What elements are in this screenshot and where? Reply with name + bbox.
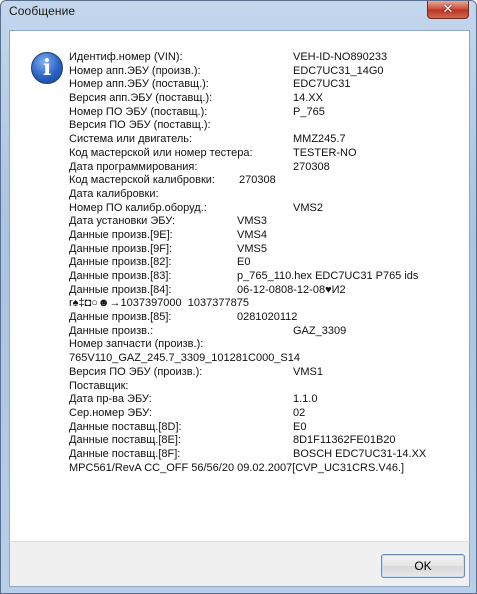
line-value: VEH-ID-NO890233 (293, 51, 388, 63)
message-line (69, 188, 464, 202)
message-line (69, 366, 464, 380)
line-label: Данные поставщ.[8F]: (69, 447, 181, 460)
line-label: 765V110_GAZ_245.7_3309_101281C000_S14 (69, 352, 300, 365)
line-label: Дата калибровки: (69, 187, 159, 200)
line-label: Данные поставщ.[8E]: (69, 434, 181, 447)
message-line (69, 311, 464, 325)
message-line (69, 407, 464, 421)
line-value: EDC7UC31 (293, 78, 351, 91)
message-line (69, 229, 464, 243)
message-line (69, 380, 464, 394)
message-line (69, 78, 464, 92)
line-value: 06-12-0808-12-08♥И2 (237, 283, 346, 296)
message-line (69, 202, 464, 216)
line-value: MMZ245.7 (293, 133, 346, 146)
line-label: Номер апп.ЭБУ (произв.): (69, 64, 201, 77)
line-value: VMS4 (237, 228, 267, 241)
line-label: Данные произв.[82]: (69, 256, 172, 269)
line-label: Версия апп.ЭБУ (поставщ.): (69, 92, 213, 105)
message-line (69, 448, 464, 462)
message-line (69, 325, 464, 339)
line-value: 8D1F11362FE01B20 (293, 434, 396, 447)
line-value: BOSCH EDC7UC31-14.XX (293, 447, 427, 460)
message-line (69, 421, 464, 435)
message-body (9, 30, 470, 587)
message-line (69, 297, 464, 311)
line-value: VMS3 (237, 215, 267, 228)
line-value: VMS1 (293, 365, 323, 378)
line-label: Дата пр-ва ЭБУ: (69, 393, 152, 406)
line-label: Данные произв.: (69, 324, 154, 337)
message-line (69, 119, 464, 133)
line-label: Дата программирования: (69, 160, 198, 173)
line-value: 270308 (239, 174, 276, 187)
ok-button[interactable]: OK (381, 554, 465, 578)
line-value: P_765 (293, 105, 325, 118)
message-line (69, 161, 464, 175)
line-label: Данные произв.[85]: (69, 311, 172, 324)
message-line (69, 434, 464, 448)
line-label: Номер апп.ЭБУ (поставщ.): (69, 78, 209, 91)
window-title: Сообщение (9, 4, 76, 18)
message-line (69, 352, 464, 366)
message-line (69, 215, 464, 229)
message-line (69, 92, 464, 106)
line-label: Сер.номер ЭБУ: (69, 406, 152, 419)
message-line (69, 147, 464, 161)
line-label: Данные произв.[84]: (69, 283, 172, 296)
line-label: Идентиф.номер (VIN): (69, 51, 183, 63)
line-label: r♠‡◘○☻→1037397000 1037377875 (69, 297, 249, 310)
message-line (69, 256, 464, 270)
message-line (69, 393, 464, 407)
line-label: Версия ПО ЭБУ (произв.): (69, 365, 203, 378)
message-text (69, 51, 464, 475)
line-value: 02 (293, 406, 306, 419)
line-label: Код мастерской или номер тестера: (69, 146, 253, 159)
line-value: 270308 (293, 160, 330, 173)
line-label: Версия ПО ЭБУ (поставщ.): (69, 119, 211, 132)
line-value: EDC7UC31_14G0 (293, 64, 384, 77)
close-button[interactable] (427, 1, 469, 19)
line-label: Данные произв.[9F]: (69, 242, 173, 255)
message-line (69, 462, 464, 476)
line-label: Данные произв.[9E]: (69, 228, 173, 241)
line-label: Дата установки ЭБУ: (69, 215, 176, 228)
message-line (69, 284, 464, 298)
message-line (69, 338, 464, 352)
line-label: Код мастерской калибровки: (69, 174, 215, 187)
line-label: MPC561/RevA CC_OFF 56/56/20 09.02.2007[CVP_UC31CRS.V46.] (69, 461, 405, 474)
line-label: Номер ПО калибр.оборуд.: (69, 201, 207, 214)
line-label: Номер запчасти (произв.): (69, 338, 204, 351)
line-value: VMS2 (293, 201, 323, 214)
close-icon: ✕ (442, 2, 454, 17)
line-value: VMS5 (237, 242, 267, 255)
message-line (69, 106, 464, 120)
line-value: 1.1.0 (293, 393, 318, 406)
line-value: 0281020112 (237, 311, 298, 324)
line-label: Система или двигатель: (69, 133, 193, 146)
line-value: p_765_110.hex EDC7UC31 P765 ids (237, 270, 419, 282)
message-line (69, 65, 464, 79)
message-line (69, 243, 464, 257)
line-label: Номер ПО ЭБУ (поставщ.): (69, 105, 208, 118)
line-value: 14.XX (293, 92, 323, 105)
line-value: TESTER-NO (293, 146, 357, 159)
message-line (69, 51, 464, 65)
message-line (69, 133, 464, 147)
message-line (69, 174, 464, 188)
info-icon: i (31, 52, 63, 84)
message-line (69, 270, 464, 284)
line-value: E0 (237, 256, 251, 269)
line-label: Данные поставщ.[8D]: (69, 420, 182, 433)
line-value: E0 (293, 420, 307, 433)
line-label: Поставщик: (69, 379, 129, 392)
line-value: GAZ_3309 (293, 324, 347, 337)
line-label: Данные произв.[83]: (69, 270, 172, 282)
